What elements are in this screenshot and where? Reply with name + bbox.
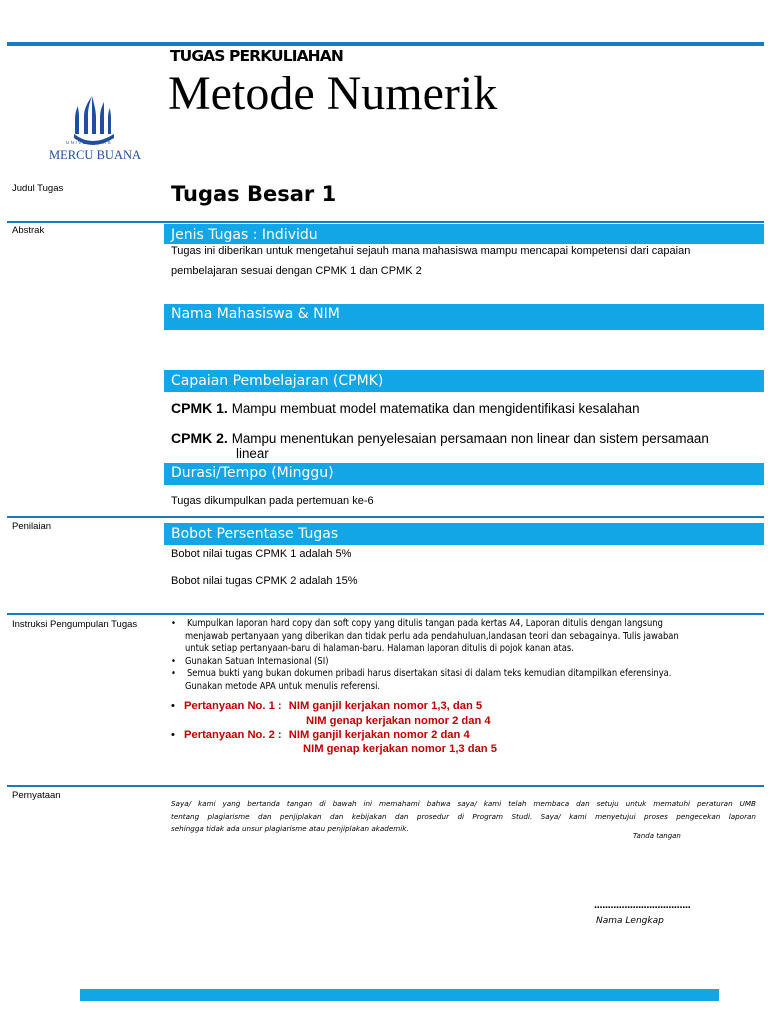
bobot-heading: Bobot Persentase Tugas bbox=[171, 526, 339, 542]
jenis-tugas-body-2: pembelajaran sesuai dengan CPMK 1 dan CPMK 2 bbox=[171, 265, 422, 277]
question-2-b: NIM genap kerjakan nomor 1,3 dan 5 bbox=[303, 743, 497, 755]
durasi-heading: Durasi/Tempo (Minggu) bbox=[171, 465, 334, 481]
bobot-line-1: Bobot nilai tugas CPMK 1 adalah 5% bbox=[171, 548, 352, 560]
label-abstrak: Abstrak bbox=[12, 225, 45, 236]
jenis-tugas-body-1: Tugas ini diberikan untuk mengetahui sejauh mana mahasiswa mampu mencapai kompetensi dari capaian bbox=[171, 245, 691, 257]
instruksi-b3-line2: Gunakan metode APA untuk menulis referensi. bbox=[185, 680, 381, 692]
bobot-line-2: Bobot nilai tugas CPMK 2 adalah 15% bbox=[171, 575, 358, 587]
instruksi-b1-line2: menjawab pertanyaan yang diberikan dan tidak perlu ada pendahuluan,landasan teori dan sebagainya. Tulis jawaban bbox=[185, 630, 679, 642]
instruksi-b3-line1: Semua bukti yang bukan dokumen pribadi harus disertakan sitasi di dalam teks kemudian ditampilkan eferensinya. bbox=[187, 668, 672, 680]
instruksi-b2: Gunakan Satuan Internasional (SI) bbox=[185, 655, 329, 667]
label-pernyataan: Pernyataan bbox=[12, 790, 61, 801]
cpmk-2-text: Mampu menentukan penyelesaian persamaan non linear dan sistem persamaan bbox=[231, 431, 709, 446]
course-type: TUGAS PERKULIAHAN bbox=[170, 47, 343, 65]
cpmk-heading: Capaian Pembelajaran (CPMK) bbox=[171, 373, 384, 389]
section-jenis-tugas bbox=[164, 224, 764, 244]
pernyataan-line-2: tentang plagiarisme dan penjiplakan dan kebijakan dan prosedur di Program Studi. Saya/ kami menyetujui proses pengecekan laporan bbox=[171, 811, 756, 821]
cpmk-2-label: CPMK 2. bbox=[171, 430, 228, 446]
section-nama-mahasiswa bbox=[164, 304, 764, 330]
list-item bbox=[171, 668, 766, 693]
top-rule bbox=[7, 42, 764, 46]
label-penilaian: Penilaian bbox=[12, 521, 52, 532]
cpmk-1-label: CPMK 1. bbox=[171, 400, 228, 416]
rule-instruksi bbox=[7, 613, 764, 615]
instruksi-b1-line1: Kumpulkan laporan hard copy dan soft copy yang ditulis tangan pada kertas A4, Laporan ditulis dengan langsung bbox=[187, 618, 663, 629]
label-judul-tugas: Judul Tugas bbox=[12, 183, 64, 194]
cpmk-2-text-cont: linear bbox=[236, 446, 269, 461]
instruksi-b1-line3: untuk setiap pertanyaan-baru di halaman-baru. Halaman laporan ditulis di pojok kanan atas. bbox=[185, 643, 574, 655]
university-name: MERCU BUANA bbox=[49, 148, 142, 162]
cpmk-item-1 bbox=[171, 400, 640, 417]
pernyataan-line-1: Saya/ kami yang bertanda tangan di bawah ini memahami bahwa saya/ kami telah membaca dan setuju untuk mematuhi peraturan UMB bbox=[171, 799, 756, 808]
question-2-row bbox=[171, 729, 470, 741]
bullet-icon: • bbox=[171, 700, 175, 712]
rule-abstrak bbox=[7, 221, 764, 223]
instruksi-list bbox=[171, 618, 766, 694]
pernyataan-text bbox=[171, 798, 756, 836]
question-1-b: NIM genap kerjakan nomor 2 dan 4 bbox=[306, 715, 491, 727]
question-2-a: NIM ganjil kerjakan nomor 2 dan 4 bbox=[288, 729, 470, 741]
list-item bbox=[171, 618, 766, 656]
page-title: Tugas Besar 1 bbox=[171, 182, 337, 206]
question-1-label: Pertanyaan No. 1 : bbox=[184, 700, 282, 712]
section-durasi bbox=[164, 463, 764, 485]
cpmk-item-2 bbox=[171, 430, 709, 447]
question-1-row bbox=[171, 700, 482, 712]
footer-band bbox=[80, 989, 719, 1001]
pernyataan-line-3: sehingga tidak ada unsur plagiarisme atau penjiplakan akademik. bbox=[171, 824, 409, 833]
nama-heading: Nama Mahasiswa & NIM bbox=[171, 306, 340, 322]
section-bobot bbox=[164, 523, 764, 545]
course-title: Metode Numerik bbox=[168, 67, 498, 120]
signature-line: ................................... bbox=[594, 899, 691, 911]
tanda-tangan-label: Tanda tangan bbox=[633, 832, 681, 840]
question-1-a: NIM ganjil kerjakan nomor 1,3, dan 5 bbox=[288, 700, 483, 712]
jenis-tugas-heading: Jenis Tugas : Individu bbox=[171, 227, 318, 243]
university-tagline: UNIVERSITAS bbox=[66, 140, 113, 145]
section-cpmk bbox=[164, 370, 764, 392]
rule-pernyataan bbox=[7, 785, 764, 787]
bullet-icon: • bbox=[171, 618, 176, 629]
cpmk-1-text: Mampu membuat model matematika dan mengidentifikasi kesalahan bbox=[231, 401, 640, 416]
nama-lengkap-label: Nama Lengkap bbox=[596, 916, 664, 926]
bullet-icon: • bbox=[171, 668, 176, 680]
list-item bbox=[171, 656, 766, 669]
question-2-label: Pertanyaan No. 2 : bbox=[184, 729, 282, 741]
label-instruksi: Instruksi Pengumpulan Tugas bbox=[12, 619, 138, 630]
durasi-body: Tugas dikumpulkan pada pertemuan ke-6 bbox=[171, 495, 374, 507]
bullet-icon: • bbox=[171, 655, 176, 667]
bullet-icon: • bbox=[171, 729, 175, 741]
rule-penilaian bbox=[7, 516, 764, 518]
